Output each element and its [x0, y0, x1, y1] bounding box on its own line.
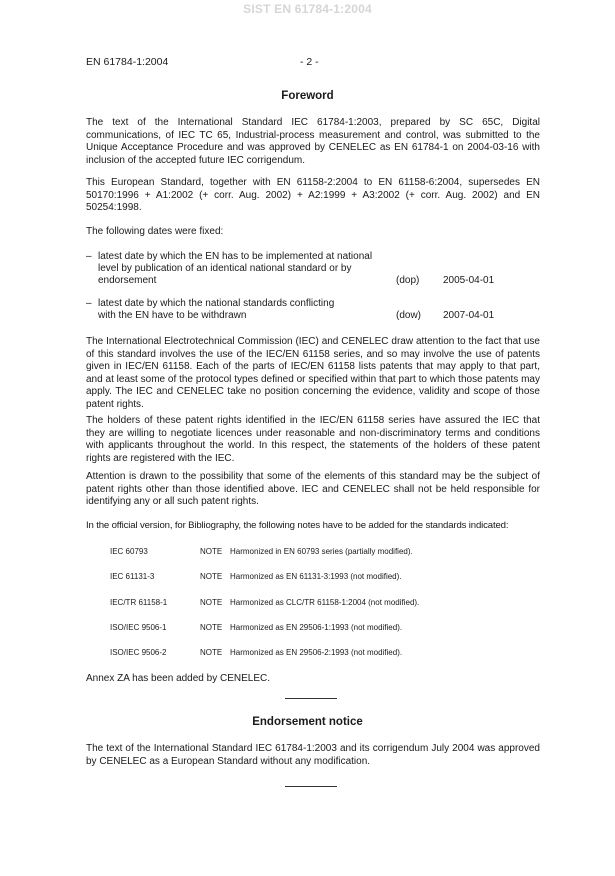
foreword-paragraph-1: The text of the International Standard IEC 61784-1:2003, prepared by SC 65C, Digital communications, of IEC TC 65, Industrial-process measurement and control, was submitted to the Unique Acceptance Procedure and was approved by CENELEC as EN 61784-1 on 2004-03-16 with inclusion of the accepted future IEC corrigendum. [86, 117, 540, 166]
note-standard: IEC 60793 [110, 547, 148, 556]
dates-intro: The following dates were fixed: [86, 226, 224, 237]
note-standard: ISO/IEC 9506-1 [110, 623, 167, 632]
foreword-title: Foreword [281, 90, 334, 102]
foreword-paragraph-3: The International Electrotechnical Commission (IEC) and CENELEC draw attention to the fact that use of this standard involves the use of the IEC/EN 61158 series, and so may involve the use of patents given in IEC/EN 61158. Each of the parts of IEC/EN 61158 lists patents that may apply to that part, and at least some of the protocol types defined or specified within that part to which those patents may apply. The IEC and CENELEC take no position concerning the evidence, validity and scope of those patent rights. [86, 336, 540, 410]
header-doc-id: EN 61784-1:2004 [86, 56, 169, 68]
note-label: NOTE [200, 623, 223, 632]
note-label: NOTE [200, 648, 223, 657]
foreword-paragraph-4: The holders of these patent rights identified in the IEC/EN 61158 series have assured the IEC that they are willing to negotiate licences under reasonable and non-discriminatory terms and conditions with applicants throughout the world. In this respect, the statements of the holders of these patent rights are registered with the IEC. [86, 415, 540, 464]
note-label: NOTE [200, 572, 223, 581]
note-text: Harmonized as CLC/TR 61158-1:2004 (not modified). [230, 598, 420, 607]
date-item-dow-code: (dow) [396, 310, 422, 321]
note-standard: ISO/IEC 9506-2 [110, 648, 167, 657]
list-dash: – [86, 251, 92, 262]
note-standard: IEC 61131-3 [110, 572, 155, 581]
foreword-paragraph-5: Attention is drawn to the possibility that some of the elements of this standard may be the subject of patent rights other than those identified above. IEC and CENELEC shall not be held responsible for identifying any or all such patent rights. [86, 471, 540, 507]
date-item-dow-text: latest date by which the national standards conflicting with the EN have to be withdrawn [98, 298, 335, 321]
watermark: SIST EN 61784-1:2004 [243, 2, 372, 16]
date-item-dow-date: 2007-04-01 [443, 310, 495, 321]
date-item-dop-date: 2005-04-01 [443, 275, 495, 286]
date-item-dop-text: latest date by which the EN has to be implemented at national level by publication of an identical national standard or by endorsement [98, 251, 373, 286]
list-dash: – [86, 298, 92, 309]
note-text: Harmonized as EN 29506-2:1993 (not modified). [230, 648, 403, 657]
note-text: Harmonized as EN 29506-1:1993 (not modified). [230, 623, 403, 632]
note-text: Harmonized as EN 61131-3:1993 (not modified). [230, 572, 402, 581]
date-item-dop-code: (dop) [396, 275, 420, 286]
endorsement-title: Endorsement notice [252, 716, 363, 728]
foreword-paragraph-2: This European Standard, together with EN 61158-2:2004 to EN 61158-6:2004, supersedes EN 50170:1996 + A1:2002 (+ corr. Aug. 2002) + A2:1999 + A3:2002 (+ corr. Aug. 2002) and EN 50254:1998. [86, 177, 540, 213]
bibliography-intro: In the official version, for Bibliography, the following notes have to be added for the standards indicated: [86, 520, 509, 531]
note-label: NOTE [200, 598, 223, 607]
endorsement-text: The text of the International Standard IEC 61784-1:2003 and its corrigendum July 2004 was approved by CENELEC as a European Standard without any modification. [86, 743, 540, 767]
note-text: Harmonized in EN 60793 series (partially modified). [230, 547, 413, 556]
note-label: NOTE [200, 547, 223, 556]
annex-note: Annex ZA has been added by CENELEC. [86, 673, 271, 684]
section-divider [285, 698, 337, 699]
header-page-number: - 2 - [300, 56, 319, 68]
end-divider [285, 786, 337, 787]
note-standard: IEC/TR 61158-1 [110, 598, 168, 607]
